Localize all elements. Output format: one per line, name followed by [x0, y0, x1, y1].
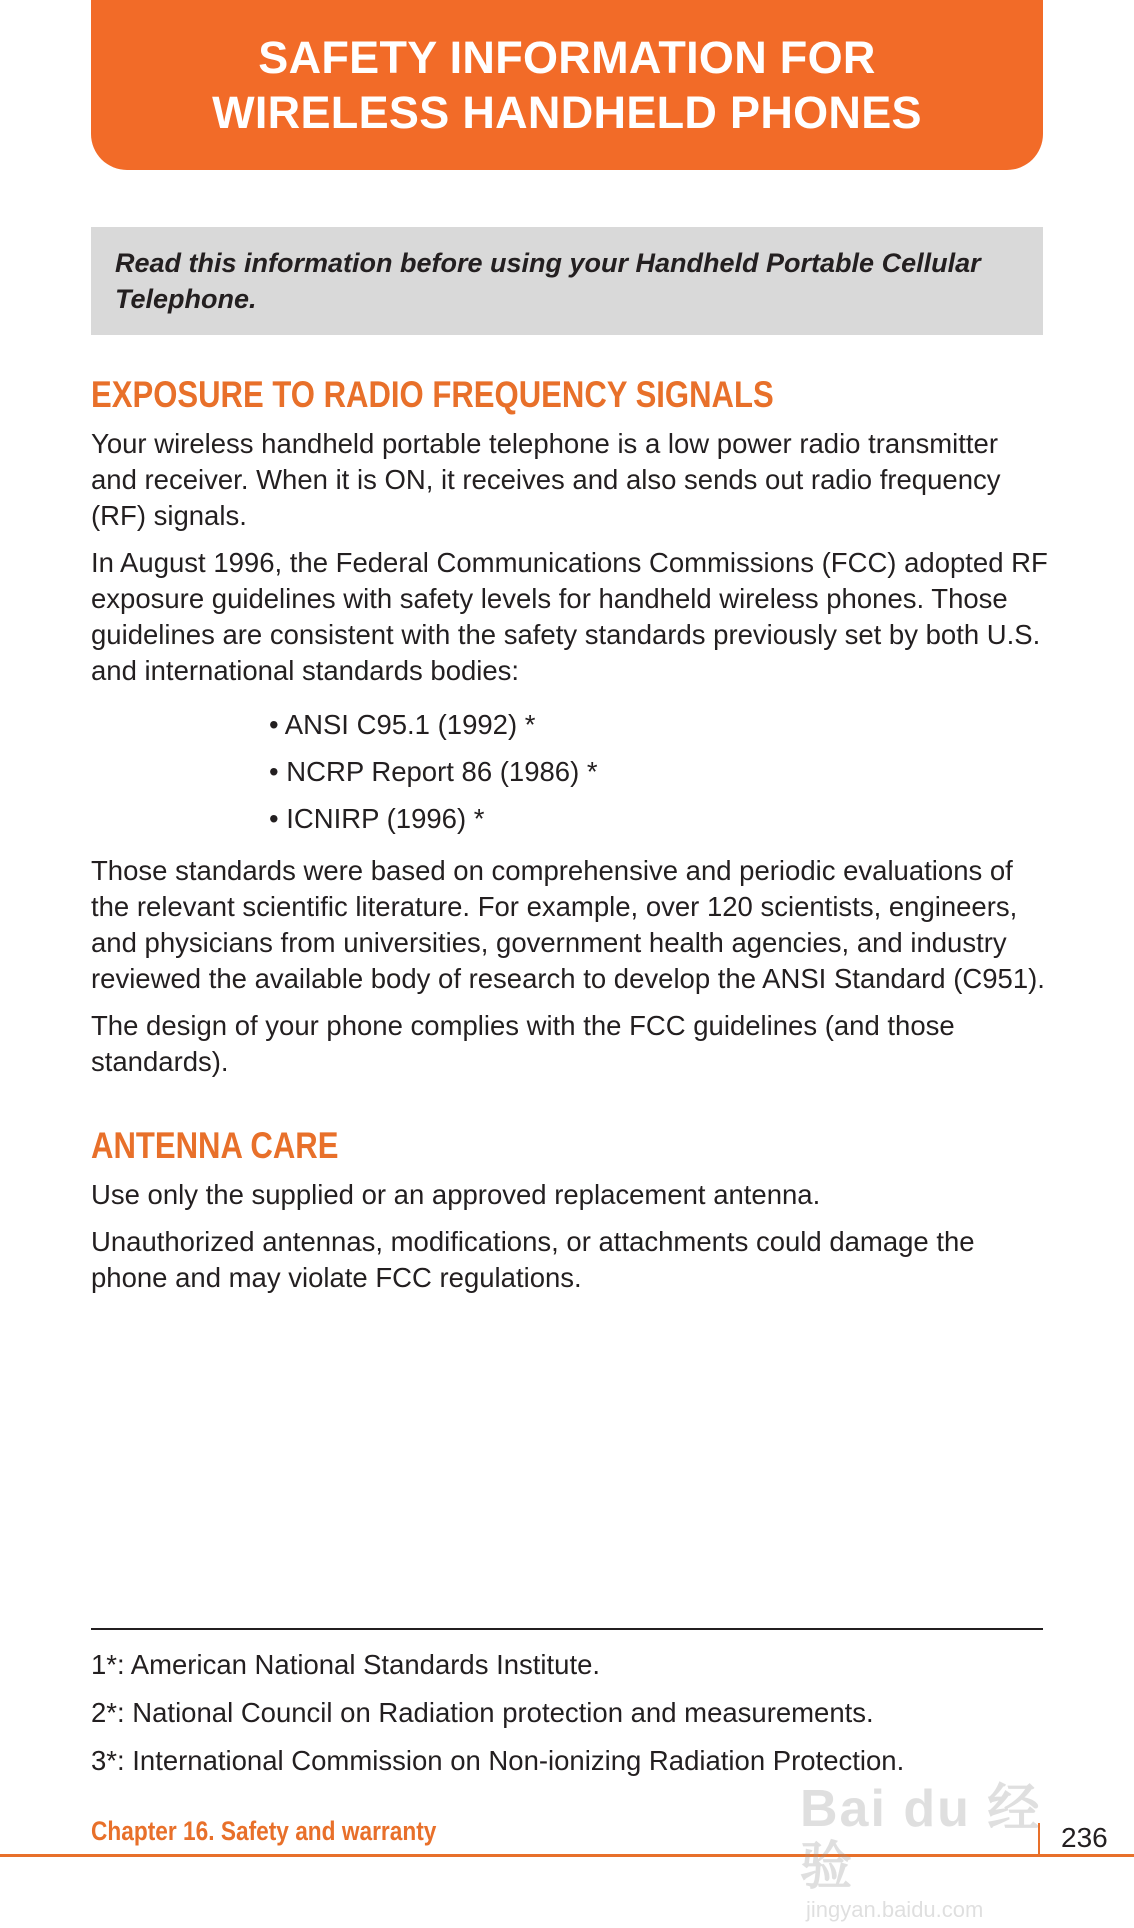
- footnote-divider: [91, 1628, 1043, 1630]
- antenna-paragraph-2: Unauthorized antennas, modifications, or attachments could damage the phone and may violate FCC regulations.: [91, 1226, 975, 1293]
- footnote-1: 1*: American National Standards Institute.: [91, 1649, 601, 1680]
- main-content: [91, 370, 1051, 1307]
- list-item: • NCRP Report 86 (1986) *: [269, 754, 1051, 790]
- rf-paragraph-4: The design of your phone complies with the FCC guidelines (and those standards).: [91, 1010, 955, 1077]
- notice-box: [91, 227, 1043, 335]
- watermark-brand: Bai du 经验: [800, 1780, 1042, 1896]
- header-banner: [91, 0, 1043, 170]
- page-number: 236: [1061, 1822, 1108, 1853]
- footnote-3: 3*: International Commission on Non-ionizing Radiation Protection.: [91, 1745, 905, 1776]
- footer-chapter-label: Chapter 16. Safety and warranty: [91, 1816, 437, 1846]
- footnotes: [91, 1647, 1051, 1791]
- list-item: • ICNIRP (1996) *: [269, 801, 1051, 837]
- antenna-paragraph-1: Use only the supplied or an approved replacement antenna.: [91, 1179, 821, 1210]
- section-heading-antenna: ANTENNA CARE: [91, 1125, 339, 1166]
- list-item: • ANSI C95.1 (1992) *: [269, 707, 1051, 743]
- standards-list: [91, 707, 1051, 837]
- rf-paragraph-2: In August 1996, the Federal Communications Commissions (FCC) adopted RF exposure guidelines with safety levels for handheld wireless phones. Those guidelines are consistent with the safety standards previously set by both U.S. and international standards bodies:: [91, 547, 1048, 686]
- section-heading-rf: EXPOSURE TO RADIO FREQUENCY SIGNALS: [91, 374, 774, 415]
- page-title: SAFETY INFORMATION FOR WIRELESS HANDHELD PHONES: [212, 32, 922, 138]
- watermark-url: jingyan.baidu.com: [806, 1897, 984, 1922]
- footer-rule: [0, 1854, 1134, 1857]
- rf-paragraph-3: Those standards were based on comprehensive and periodic evaluations of the relevant scientific literature. For example, over 120 scientists, engineers, and physicians from universities, government health agencies, and industry reviewed the available body of research to develop the ANSI Standard (C951).: [91, 855, 1045, 994]
- notice-text: Read this information before using your Handheld Portable Cellular Telephone.: [115, 248, 981, 314]
- footer-tick: [1038, 1823, 1040, 1856]
- footnote-2: 2*: National Council on Radiation protection and measurements.: [91, 1697, 874, 1728]
- rf-paragraph-1: Your wireless handheld portable telephone is a low power radio transmitter and receiver. When it is ON, it receives and also sends out radio frequency (RF) signals.: [91, 428, 1001, 531]
